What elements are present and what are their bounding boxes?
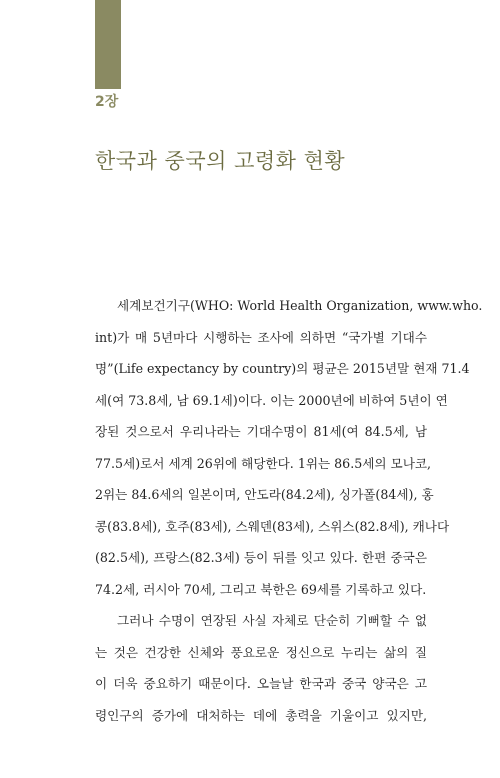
paragraph-1-line: int)가 매 5년마다 시행하는 조사에 의하면 “국가별 기대수	[95, 329, 427, 345]
paragraph-2-line: 령인구의 증가에 대처하는 데에 총력을 기울이고 있지만,	[95, 707, 427, 723]
body-text	[95, 290, 483, 731]
chapter-number: 2장	[95, 94, 119, 110]
paragraph-1-line: 명”(Life expectancy by country)의 평균은 2015년말 현재 71.4	[95, 361, 470, 376]
paragraph-1-line: 세계보건기구(WHO: World Health Organization, www.who.	[117, 298, 483, 313]
paragraph-1-line: 콩(83.8세), 호주(83세), 스웨덴(83세), 스위스(82.8세), 캐나다	[95, 518, 450, 534]
paragraph-2-line: 는 것은 건강한 신체와 풍요로운 정신으로 누리는 삶의 질	[95, 644, 427, 660]
paragraph-2-line: 그러나 수명이 연장된 사실 자체로 단순히 기뻐할 수 없	[117, 613, 427, 628]
paragraph-1-line: 2위는 84.6세의 일본이며, 안도라(84.2세), 싱가폴(84세), 홍	[95, 487, 434, 502]
paragraph-1-line: (82.5세), 프랑스(82.3세) 등이 뒤를 잇고 있다. 한편 중국은	[95, 550, 427, 565]
paragraph-1-line: 세(여 73.8세, 남 69.1세)이다. 이는 2000년에 비하여 5년이 연	[95, 392, 448, 408]
chapter-accent-bar	[95, 0, 121, 89]
paragraph-1-line: 74.2세, 러시아 70세, 그리고 북한은 69세를 기록하고 있다.	[95, 581, 427, 597]
paragraph-2-line: 이 더욱 중요하기 때문이다. 오늘날 한국과 중국 양국은 고	[95, 676, 427, 691]
paragraph-1-line: 장된 것으로서 우리나라는 기대수명이 81세(여 84.5세, 남	[95, 424, 427, 439]
paragraph-1-line: 77.5세)로서 세계 26위에 해당한다. 1위는 86.5세의 모나코,	[95, 455, 432, 471]
chapter-title: 한국과 중국의 고령화 현황	[95, 149, 346, 173]
